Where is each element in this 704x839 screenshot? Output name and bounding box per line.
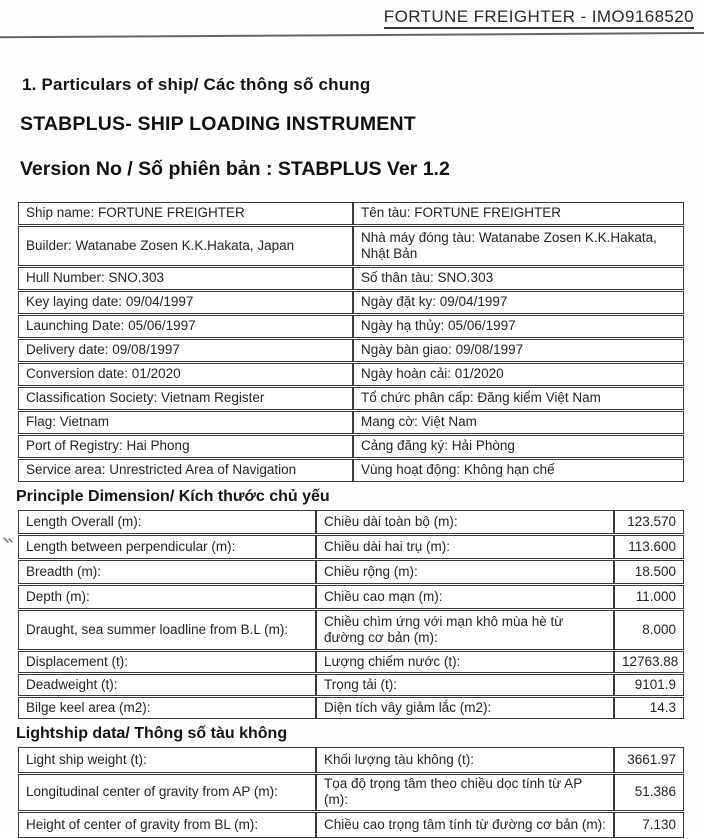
table-row xyxy=(18,411,684,434)
lightship-value: 3661.97 xyxy=(614,747,684,773)
dimension-value: 9101.9 xyxy=(614,674,684,696)
table-row xyxy=(18,535,684,559)
doc-header xyxy=(0,0,704,27)
particular-en: Delivery date: 09/08/1997 xyxy=(18,339,353,362)
dimension-vi: Trọng tải (t): xyxy=(316,674,614,696)
principle-dimension-table xyxy=(18,509,684,720)
table-row xyxy=(18,226,684,266)
particular-vi: Ngày hạ thủy: 05/06/1997 xyxy=(353,315,684,338)
dimension-en: Length Overall (m): xyxy=(18,510,316,534)
table-row xyxy=(18,697,684,719)
dimension-en: Depth (m): xyxy=(18,585,316,609)
table-row xyxy=(18,363,684,386)
dimension-vi: Chiều dài hai trụ (m): xyxy=(316,535,614,559)
particular-vi: Tên tàu: FORTUNE FREIGHTER xyxy=(353,202,684,225)
table-row xyxy=(18,267,684,290)
dimension-en: Breadth (m): xyxy=(18,560,316,584)
lightship-en: Longitudinal center of gravity from AP (m): xyxy=(18,774,316,811)
dimension-en: Bilge keel area (m2): xyxy=(18,697,316,719)
table-row xyxy=(18,774,684,811)
dimension-value: 113.600 xyxy=(614,535,684,559)
table-row xyxy=(18,435,684,458)
dimension-value: 14.3 xyxy=(614,697,684,719)
lightship-vi: Chiều cao trọng tâm tính từ đường cơ bản (m): xyxy=(316,812,614,838)
lightship-value: 7.130 xyxy=(614,812,684,838)
particular-en: Service area: Unrestricted Area of Navigation xyxy=(18,459,353,482)
header-rule xyxy=(0,32,704,38)
section-heading-particulars: 1. Particulars of ship/ Các thông số chung xyxy=(22,75,371,94)
particular-en: Classification Society: Vietnam Register xyxy=(18,387,353,410)
dimension-value: 12763.88 xyxy=(614,651,684,673)
particular-vi: Nhà máy đóng tàu: Watanabe Zosen K.K.Hakata, Nhật Bản xyxy=(353,226,684,266)
table-row xyxy=(18,459,684,482)
handwritten-margin-mark xyxy=(2,533,18,549)
lightship-table xyxy=(18,746,684,839)
lightship-vi: Tọa độ trọng tâm theo chiều dọc tính từ AP (m): xyxy=(316,774,614,811)
particulars-table xyxy=(18,201,684,483)
dimension-vi: Chiều dài toàn bộ (m): xyxy=(316,510,614,534)
particular-en: Flag: Vietnam xyxy=(18,411,353,434)
section-heading-principle-dimension: Principle Dimension/ Kích thước chủ yếu xyxy=(16,488,330,505)
particular-en: Port of Registry: Hai Phong xyxy=(18,435,353,458)
dimension-vi: Diện tích vây giảm lắc (m2): xyxy=(316,697,614,719)
particular-en: Conversion date: 01/2020 xyxy=(18,363,353,386)
dimension-value: 8.000 xyxy=(614,610,684,650)
lightship-en: Light ship weight (t): xyxy=(18,747,316,773)
dimension-en: Length between perpendicular (m): xyxy=(18,535,316,559)
table-row xyxy=(18,610,684,650)
particular-en: Launching Date: 05/06/1997 xyxy=(18,315,353,338)
table-row xyxy=(18,510,684,534)
particular-en: Ship name: FORTUNE FREIGHTER xyxy=(18,202,353,225)
particular-en: Builder: Watanabe Zosen K.K.Hakata, Japan xyxy=(18,226,353,266)
table-row xyxy=(18,747,684,773)
dimension-en: Deadweight (t): xyxy=(18,674,316,696)
particular-vi: Số thân tàu: SNO.303 xyxy=(353,267,684,290)
particular-vi: Tổ chức phân cấp: Đăng kiểm Việt Nam xyxy=(353,387,684,410)
particular-vi: Mang cờ: Việt Nam xyxy=(353,411,684,434)
table-row xyxy=(18,812,684,838)
version-line: Version No / Số phiên bản : STABPLUS Ver 1.2 xyxy=(20,158,450,180)
table-row xyxy=(18,315,684,338)
lightship-en: Height of center of gravity from BL (m): xyxy=(18,812,316,838)
dimension-value: 18.500 xyxy=(614,560,684,584)
table-row xyxy=(18,339,684,362)
table-row xyxy=(18,387,684,410)
instrument-title: STABPLUS- SHIP LOADING INSTRUMENT xyxy=(20,113,416,135)
table-row xyxy=(18,202,684,225)
table-row xyxy=(18,560,684,584)
particular-vi: Ngày bàn giao: 09/08/1997 xyxy=(353,339,684,362)
particular-en: Hull Number: SNO.303 xyxy=(18,267,353,290)
table-row xyxy=(18,291,684,314)
particular-vi: Vùng hoạt động: Không hạn chế xyxy=(353,459,684,482)
section-heading-lightship: Lightship data/ Thông số tàu không xyxy=(16,725,288,742)
dimension-vi: Chiều cao mạn (m): xyxy=(316,585,614,609)
dimension-vi: Chiều rộng (m): xyxy=(316,560,614,584)
table-row xyxy=(18,651,684,673)
lightship-vi: Khối lượng tàu không (t): xyxy=(316,747,614,773)
particular-en: Key laying date: 09/04/1997 xyxy=(18,291,353,314)
dimension-en: Displacement (t): xyxy=(18,651,316,673)
dimension-vi: Chiều chìm ứng với mạn khô mùa hè từ đường cơ bản (m): xyxy=(316,610,614,650)
table-row xyxy=(18,674,684,696)
doc-header-title: FORTUNE FREIGHTER - IMO9168520 xyxy=(384,7,694,29)
particular-vi: Ngày đặt ky: 09/04/1997 xyxy=(353,291,684,314)
dimension-vi: Lượng chiếm nước (t): xyxy=(316,651,614,673)
dimension-value: 123.570 xyxy=(614,510,684,534)
dimension-value: 11.000 xyxy=(614,585,684,609)
lightship-value: 51.386 xyxy=(614,774,684,811)
dimension-en: Draught, sea summer loadline from B.L (m): xyxy=(18,610,316,650)
particular-vi: Ngày hoàn cải: 01/2020 xyxy=(353,363,684,386)
particular-vi: Cảng đăng ký: Hải Phòng xyxy=(353,435,684,458)
table-row xyxy=(18,585,684,609)
